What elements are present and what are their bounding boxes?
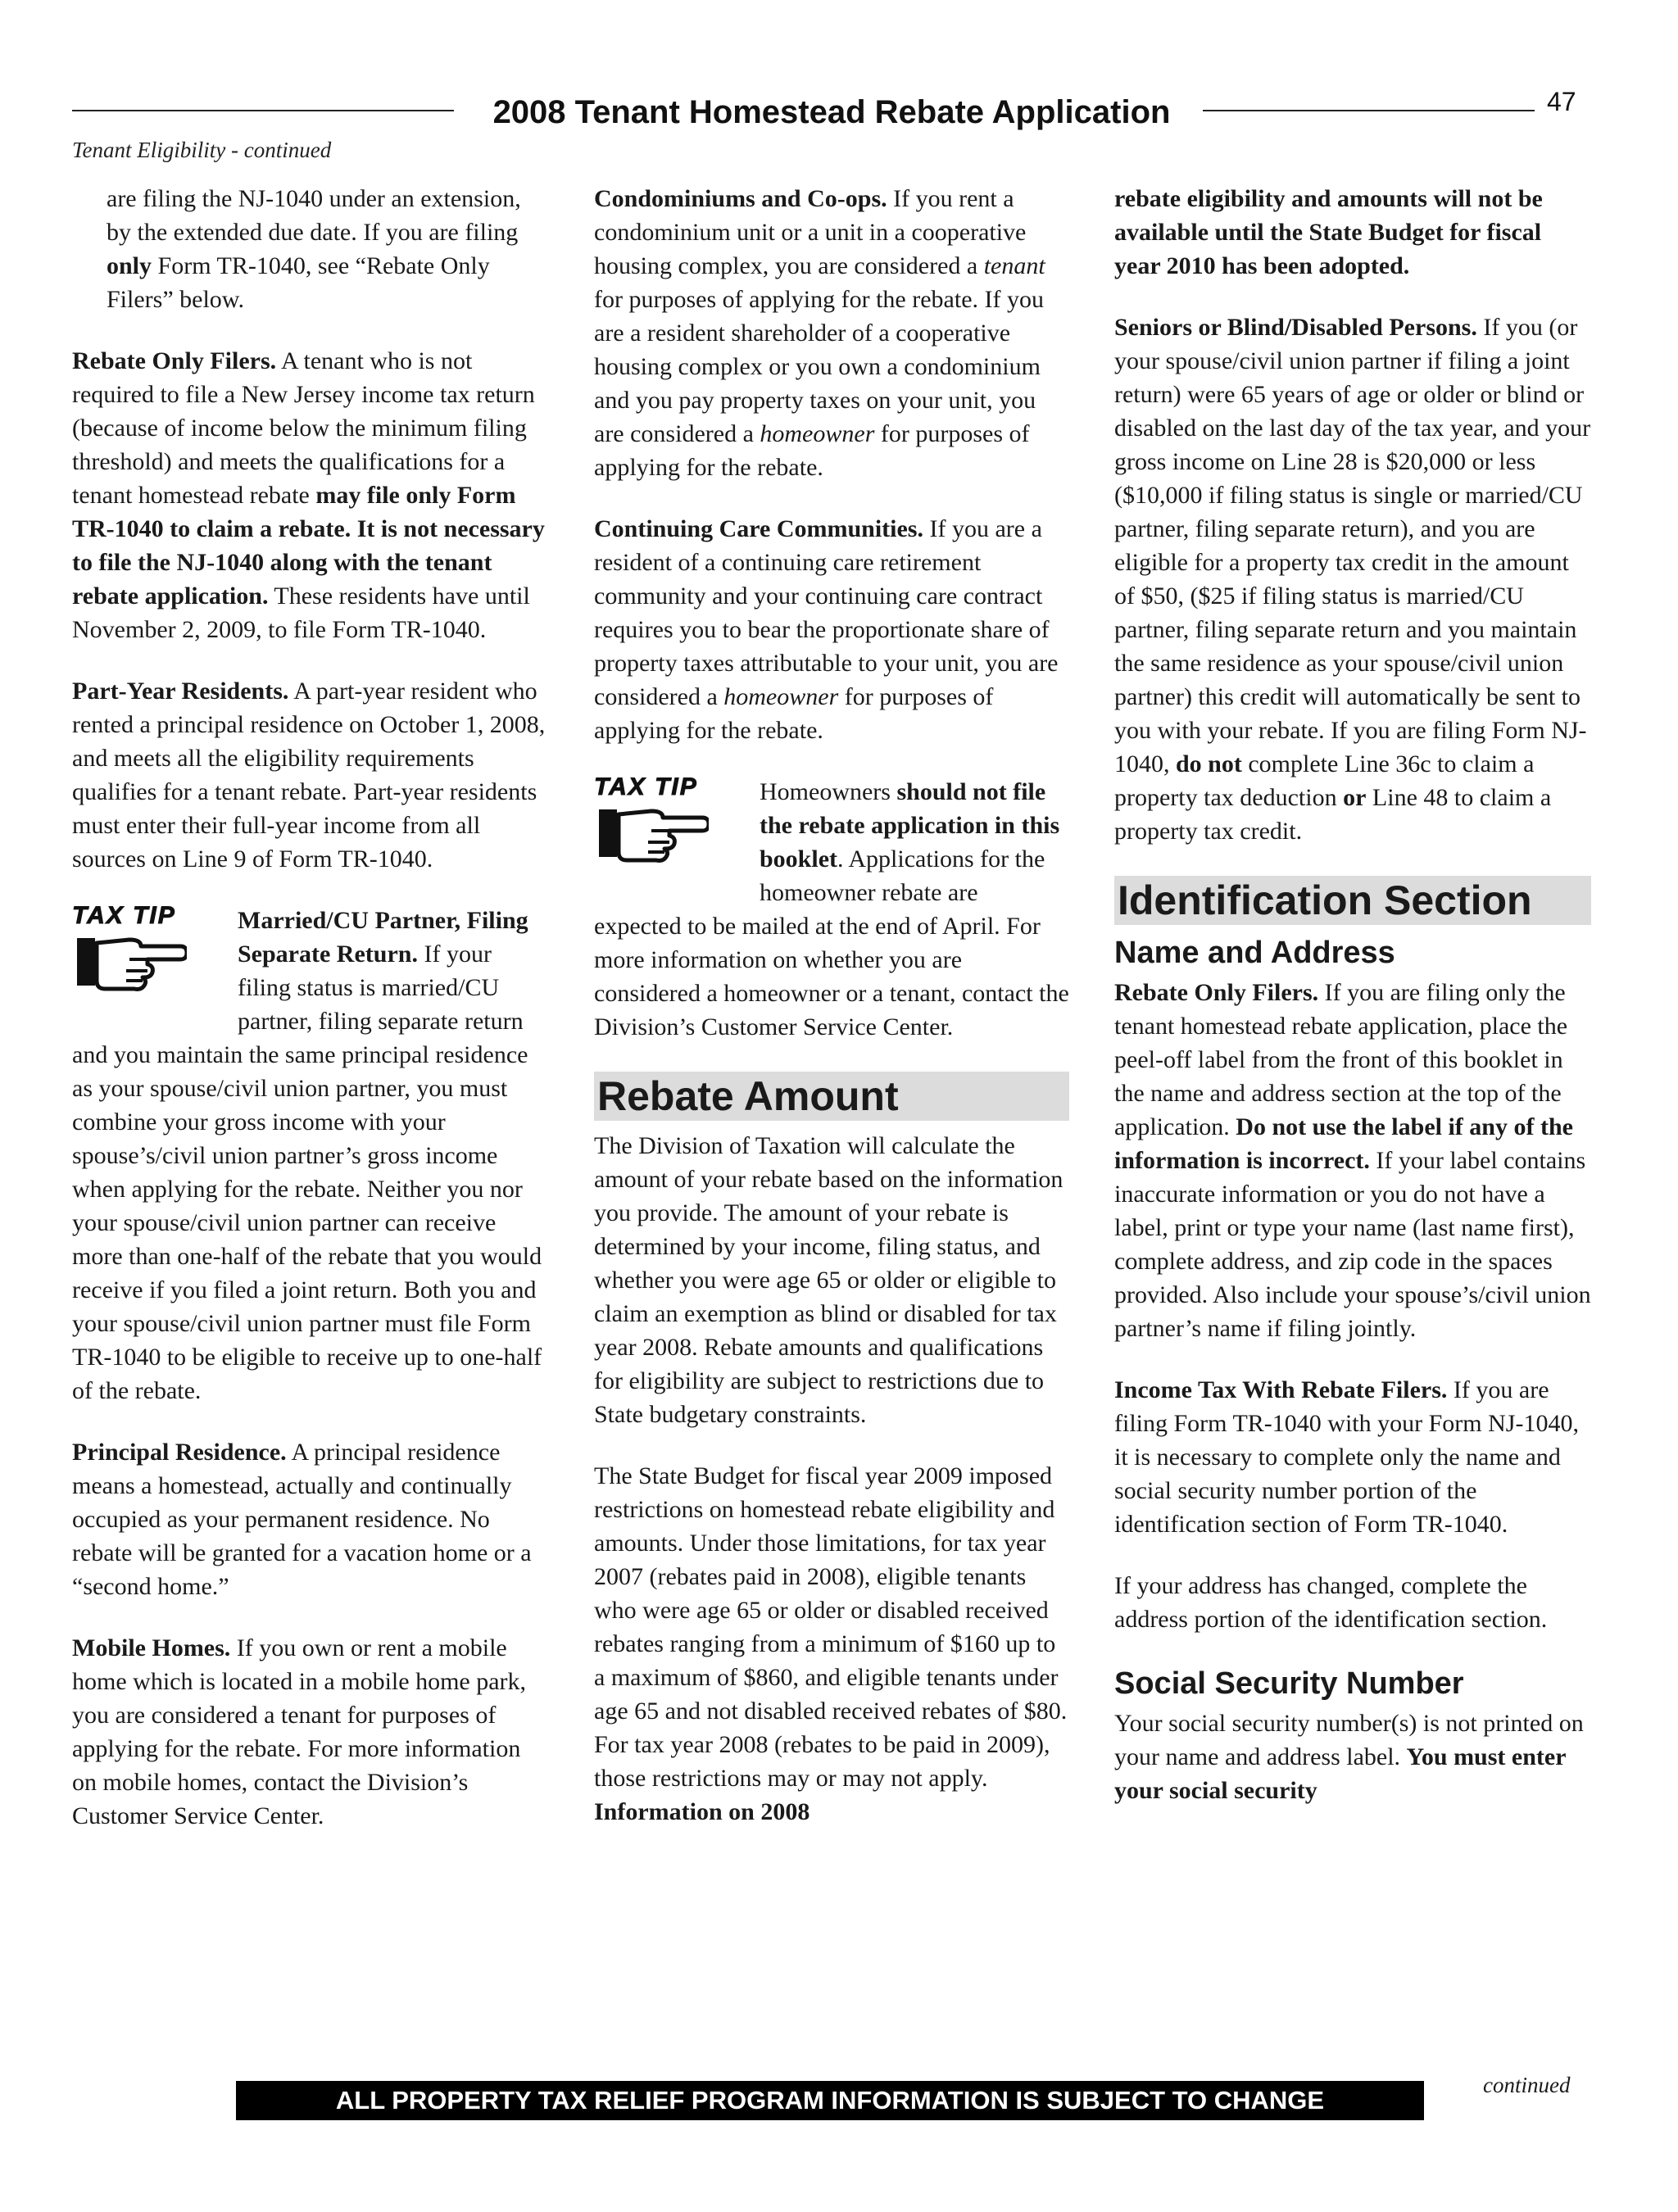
text-run: A tenant who is not required to file a New Jersey income tax return (because of income below the minimum filing threshold) and meets the qualifications for a tenant homestead rebate: [72, 347, 535, 509]
tax-tip-pointing-hand-icon: [594, 775, 751, 878]
name-and-address-heading: Name and Address: [1114, 936, 1395, 970]
header-rule-left: [72, 110, 454, 111]
run-heading: Condominiums and Co-ops.: [594, 185, 887, 212]
continued-paragraph: [72, 182, 547, 316]
text-run: If your label contains inaccurate information or you do not have a label, print or type your name (last name first), complete address, and zip code in the spaces provided. Also include your spouse’s/civil union partner’s name if filing jointly.: [1114, 1147, 1591, 1342]
social-security-number-heading: Social Security Number: [1114, 1666, 1464, 1701]
text-run: If you are filing only the tenant homestead rebate application, place the peel-off label from the front of this booklet in the name and address section at the top of the application.: [1114, 979, 1568, 1140]
text-run: If you own or rent a mobile home which is located in a mobile home park, you are considered a tenant for purposes of applying for the rebate. For more information on mobile homes, contact the Division’s Customer Service Center.: [72, 1634, 527, 1829]
paragraph-mobile-homes: [72, 1631, 547, 1833]
text-run: are filing the NJ-1040 under an extension, by the extended due date. If you are filing: [107, 185, 521, 246]
text-run: If you (or your spouse/civil union partner if filing a joint return) were 65 years of age or older or blind or disabled on the last day of the tax year, and your gross income on Line 28 is $20,000 or less ($10,000 if filing status is single or married/CU partner, filing separate return), and you are eligible for a property tax credit in the amount of $50, ($25 if filing status is married/CU partner, filing separate return and you maintain the same residence as your spouse/civil union partner) this credit will automatically be sent to you with your rebate. If you are filing Form NJ-1040,: [1114, 314, 1591, 777]
paragraph-rebate-only-filers: [72, 344, 547, 646]
paragraph-extension: [72, 182, 547, 316]
run-heading: Income Tax With Rebate Filers.: [1114, 1376, 1448, 1403]
paragraph-eligibility-continued: [1114, 182, 1591, 283]
column-2: [594, 182, 1069, 1856]
text-run: A part-year resident who rented a principal residence on October 1, 2008, and meets all the eligibility requirements qualifies for a tenant rebate. Part-year residents must enter their full-year income from all sources on Line 9 of Form TR-1040.: [72, 678, 546, 873]
text-run: If you are filing Form TR-1040 with your Form NJ-1040, it is necessary to complete only the name and social security number portion of the identification section of Form TR-1040.: [1114, 1376, 1579, 1538]
text-run: If your filing status is married/CU partner, filing separate return and you maintain the same principal residence as your spouse/civil union partner, you must combine your gross income with your spouse’s/civil union partner’s gross income when applying for the rebate. Neither you nor your spouse/civil union partner can receive more than one-half of the rebate that you would receive if you filed a joint return. Both you and your spouse/civil union partner must file Form TR-1040 to be eligible to receive up to one-half of the rebate.: [72, 941, 542, 1404]
run-heading: Principal Residence.: [72, 1439, 287, 1466]
section-continued-label: Tenant Eligibility - continued: [72, 138, 332, 162]
paragraph-seniors: [1114, 310, 1591, 848]
tax-tip-homeowners: [594, 775, 1069, 1044]
run-heading: Rebate Only Filers.: [72, 347, 277, 374]
text-run: If you are a resident of a continuing care retirement community and your continuing care contract requires you to bear the proportionate share of property taxes attributable to your unit, you are considered a: [594, 515, 1059, 710]
text-run-bold: rebate eligibility and amounts will not be available until the State Budget for fiscal year 2010 has been adopted.: [1114, 185, 1543, 279]
run-heading: Continuing Care Communities.: [594, 515, 923, 542]
paragraph-address-changed: If your address has changed, complete the address portion of the identification section.: [1114, 1572, 1548, 1633]
text-run: for purposes of applying for the rebate.: [594, 683, 994, 744]
pointing-hand-icon: [594, 800, 709, 865]
text-run-italic: homeowner: [760, 420, 875, 447]
rebate-amount-heading: Rebate Amount: [594, 1072, 1069, 1121]
run-heading: Seniors or Blind/Disabled Persons.: [1114, 314, 1477, 341]
paragraph-condominiums: [594, 182, 1069, 484]
header-rule-right: [1203, 110, 1535, 111]
text-run: complete Line 36c to claim a property tax deduction: [1114, 750, 1535, 811]
text-run: If you rent a condominium unit or a unit in a cooperative housing complex, you are considered a: [594, 185, 1027, 279]
text-run: These residents have until November 2, 2009, to file Form TR-1040.: [72, 582, 530, 643]
text-run: The State Budget for fiscal year 2009 imposed restrictions on homestead rebate eligibility and amounts. Under those limitations, for tax year 2007 (rebates paid in 2008), eligible tenants who were age 65 or older or disabled received rebates ranging from a minimum of $160 up to a maximum of $860, and eligible tenants under age 65 and not disabled received rebates of $80. For tax year 2008 (rebates to be paid in 2009), those restrictions may or may not apply.: [594, 1462, 1068, 1792]
page-header: [0, 87, 1678, 141]
paragraph-principal-residence: [72, 1435, 547, 1603]
run-heading: Part-Year Residents.: [72, 678, 289, 705]
text-run-bold: Do not use the label if any of the information is incorrect.: [1114, 1113, 1573, 1174]
tax-tip-pointing-hand-icon: [72, 904, 229, 1007]
text-run: Your social security number(s) is not printed on your name and address label.: [1114, 1710, 1584, 1770]
text-run: A principal residence means a homestead, actually and continually occupied as your permanent residence. No rebate will be granted for a vacation home or a “second home.”: [72, 1439, 532, 1600]
tax-tip-label: TAX TIP: [72, 902, 176, 929]
column-3: [1114, 182, 1591, 1835]
column-1: [72, 182, 547, 1861]
paragraph-part-year-residents: [72, 674, 547, 876]
tip-heading: Married/CU Partner, Filing Separate Return.: [238, 907, 528, 968]
paragraph-continuing-care: [594, 512, 1069, 747]
document-title: 2008 Tenant Homestead Rebate Application: [492, 94, 1171, 130]
text-run-italic: homeowner: [723, 683, 839, 710]
text-run-bold: only: [107, 252, 152, 279]
paragraph-rebate-amount-1: The Division of Taxation will calculate the amount of your rebate based on the information you provide. The amount of your rebate is determined by your income, filing status, and whether you were age 65 or older or eligible to claim an exemption as blind or disabled for tax year 2008. Rebate amounts and qualifications for eligibility are subject to restrictions due to State budgetary constraints.: [594, 1132, 1063, 1428]
text-run: . Applications for the homeowner rebate are expected to be mailed at the end of April. For more information on whether you are considered a homeowner or a tenant, contact the Division’s Customer Service Center.: [594, 845, 1069, 1040]
text-run: Homeowners: [760, 778, 897, 805]
text-run-bold: You must enter your social security: [1114, 1743, 1566, 1804]
text-run-italic: tenant: [983, 252, 1045, 279]
footer-banner: ALL PROPERTY TAX RELIEF PROGRAM INFORMATION IS SUBJECT TO CHANGE: [236, 2081, 1424, 2120]
text-run-bold: may file only Form TR-1040 to claim a rebate. It is not necessary to file the NJ-1040 along with the tenant rebate application.: [72, 482, 545, 610]
run-heading: Mobile Homes.: [72, 1634, 231, 1661]
tax-tip-label: TAX TIP: [594, 773, 698, 800]
text-run: Form TR-1040, see “Rebate Only Filers” below.: [107, 252, 490, 313]
text-run: for purposes of applying for the rebate.: [594, 420, 1030, 481]
run-heading: Rebate Only Filers.: [1114, 979, 1319, 1006]
text-run: Line 48 to claim a property tax credit.: [1114, 784, 1552, 845]
pointing-hand-icon: [72, 928, 187, 994]
tax-tip-married: [72, 904, 547, 1407]
text-run-bold: Information on 2008: [594, 1798, 810, 1825]
paragraph-rebate-only-label: [1114, 976, 1591, 1345]
paragraph-rebate-amount-2: [594, 1459, 1069, 1829]
paragraph-ssn: [1114, 1707, 1591, 1807]
continued-label: continued: [1483, 2073, 1571, 2097]
paragraph-income-tax-filers: [1114, 1373, 1591, 1541]
text-run-bold: should not file the rebate application in this booklet: [760, 778, 1060, 873]
identification-section-heading: Identification Section: [1114, 876, 1591, 925]
text-run-bold: or: [1343, 784, 1367, 811]
text-run-bold: do not: [1176, 750, 1242, 777]
page-number: 47: [1547, 87, 1576, 116]
text-run: for purposes of applying for the rebate. If you are a resident shareholder of a cooperative housing complex or you own a condominium and you pay property taxes on your unit, you are considered a: [594, 286, 1044, 447]
